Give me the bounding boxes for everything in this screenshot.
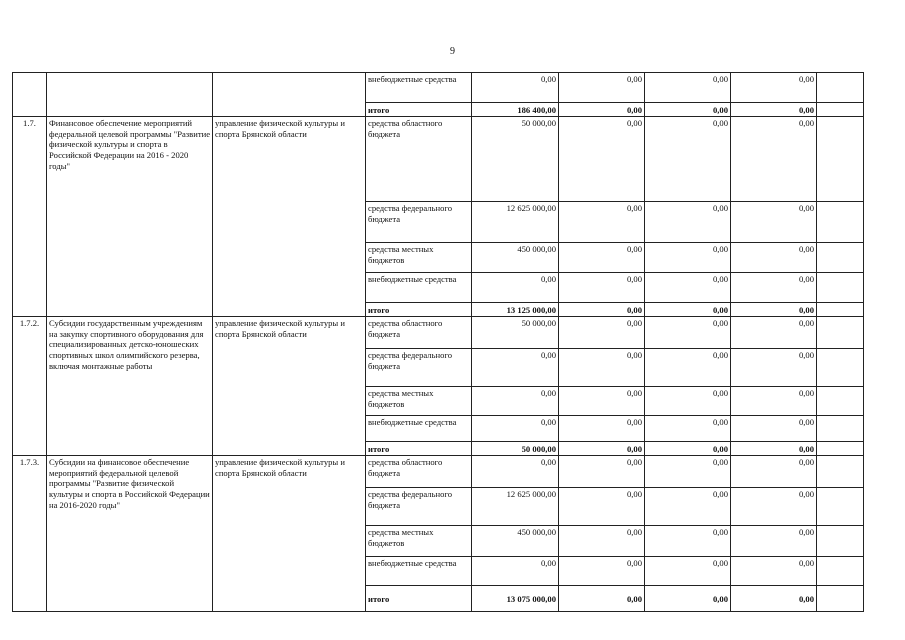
value-cell: 0,00 [559,317,645,349]
item-executor: управление физической культуры и спорта Брянской области [213,317,366,456]
value-cell: 0,00 [645,416,731,442]
funding-source-label: средства местных бюджетов [366,526,472,557]
table-row [13,317,864,349]
value-cell: 0,00 [731,243,817,273]
value-cell: 0,00 [645,526,731,557]
value-cell: 0,00 [731,488,817,526]
total-value: 0,00 [731,303,817,317]
funding-source-label: средства местных бюджетов [366,243,472,273]
item-executor: управление физической культуры и спорта Брянской области [213,456,366,612]
item-code: 1.7. [13,117,47,317]
extra-cell [817,103,864,117]
total-label: итого [366,586,472,612]
value-cell: 450 000,00 [472,243,559,273]
extra-cell [817,526,864,557]
total-label: итого [366,303,472,317]
item-name: Финансовое обеспечение мероприятий федеральной целевой программы "Развитие физической культуры и спорта в Российской Федерации на 2016 - 2020 годы" [47,117,213,317]
value-cell: 0,00 [645,243,731,273]
value-cell: 0,00 [731,557,817,586]
total-value: 0,00 [559,586,645,612]
value-cell: 0,00 [645,73,731,103]
page-number: 9 [450,46,455,57]
funding-source-label: внебюджетные средства [366,73,472,103]
item-name: Субсидии на финансовое обеспечение мероприятий федеральной целевой программы "Развитие физической культуры и спорта в Российской Федерации на 2016-2020 годы" [47,456,213,612]
value-cell: 0,00 [645,387,731,416]
extra-cell [817,416,864,442]
item-executor: управление физической культуры и спорта Брянской области [213,117,366,317]
funding-source-label: средства федерального бюджета [366,349,472,387]
value-cell: 0,00 [559,117,645,202]
value-cell: 0,00 [559,526,645,557]
value-cell: 0,00 [731,526,817,557]
value-cell: 0,00 [731,73,817,103]
funding-source-label: средства федерального бюджета [366,488,472,526]
value-cell: 0,00 [472,456,559,488]
value-cell: 0,00 [472,73,559,103]
table-row [13,117,864,202]
value-cell: 0,00 [559,557,645,586]
funding-source-label: средства местных бюджетов [366,387,472,416]
value-cell: 0,00 [731,456,817,488]
value-cell: 0,00 [645,117,731,202]
value-cell: 0,00 [645,273,731,303]
value-cell: 12 625 000,00 [472,202,559,243]
extra-cell [817,303,864,317]
value-cell: 0,00 [559,73,645,103]
value-cell: 0,00 [645,456,731,488]
extra-cell [817,586,864,612]
value-cell: 0,00 [559,243,645,273]
item-code: 1.7.2. [13,317,47,456]
value-cell: 0,00 [645,317,731,349]
value-cell: 0,00 [559,349,645,387]
code-cell [13,73,47,117]
funding-source-label: средства областного бюджета [366,317,472,349]
table-row [13,73,864,103]
funding-source-label: внебюджетные средства [366,416,472,442]
extra-cell [817,387,864,416]
value-cell: 0,00 [731,117,817,202]
value-cell: 0,00 [559,416,645,442]
value-cell: 0,00 [559,273,645,303]
value-cell: 0,00 [645,557,731,586]
funding-source-label: внебюджетные средства [366,273,472,303]
value-cell: 0,00 [472,416,559,442]
funding-source-label: средства областного бюджета [366,117,472,202]
extra-cell [817,317,864,349]
total-label: итого [366,103,472,117]
value-cell: 0,00 [472,387,559,416]
value-cell: 0,00 [731,202,817,243]
value-cell: 0,00 [472,557,559,586]
extra-cell [817,117,864,202]
value-cell: 0,00 [731,317,817,349]
value-cell: 450 000,00 [472,526,559,557]
value-cell: 0,00 [731,416,817,442]
value-cell: 0,00 [559,202,645,243]
extra-cell [817,456,864,488]
item-code: 1.7.3. [13,456,47,612]
total-value: 13 075 000,00 [472,586,559,612]
total-value: 0,00 [645,103,731,117]
extra-cell [817,73,864,103]
total-value: 0,00 [559,303,645,317]
total-value: 0,00 [645,586,731,612]
executor-cell [213,73,366,117]
value-cell: 0,00 [559,456,645,488]
total-value: 50 000,00 [472,442,559,456]
value-cell: 0,00 [731,387,817,416]
value-cell: 0,00 [559,488,645,526]
table-row [13,456,864,488]
funding-source-label: средства областного бюджета [366,456,472,488]
value-cell: 50 000,00 [472,317,559,349]
total-value: 0,00 [731,103,817,117]
extra-cell [817,202,864,243]
extra-cell [817,442,864,456]
total-value: 186 400,00 [472,103,559,117]
total-value: 0,00 [731,442,817,456]
value-cell: 0,00 [472,349,559,387]
total-value: 0,00 [559,442,645,456]
extra-cell [817,349,864,387]
value-cell: 0,00 [731,273,817,303]
value-cell: 0,00 [559,387,645,416]
total-value: 0,00 [645,442,731,456]
extra-cell [817,243,864,273]
total-value: 0,00 [731,586,817,612]
value-cell: 0,00 [731,349,817,387]
total-value: 0,00 [645,303,731,317]
value-cell: 0,00 [472,273,559,303]
value-cell: 0,00 [645,488,731,526]
name-cell [47,73,213,117]
value-cell: 0,00 [645,202,731,243]
extra-cell [817,557,864,586]
funding-source-label: средства федерального бюджета [366,202,472,243]
funding-source-label: внебюджетные средства [366,557,472,586]
total-label: итого [366,442,472,456]
extra-cell [817,273,864,303]
value-cell: 50 000,00 [472,117,559,202]
budget-table [12,72,864,612]
total-value: 13 125 000,00 [472,303,559,317]
total-value: 0,00 [559,103,645,117]
item-name: Субсидии государственным учреждениям на закупку спортивного оборудования для специализированных детско-юношеских спортивных школ олимпийского резерва, включая монтажные работы [47,317,213,456]
value-cell: 12 625 000,00 [472,488,559,526]
extra-cell [817,488,864,526]
value-cell: 0,00 [645,349,731,387]
